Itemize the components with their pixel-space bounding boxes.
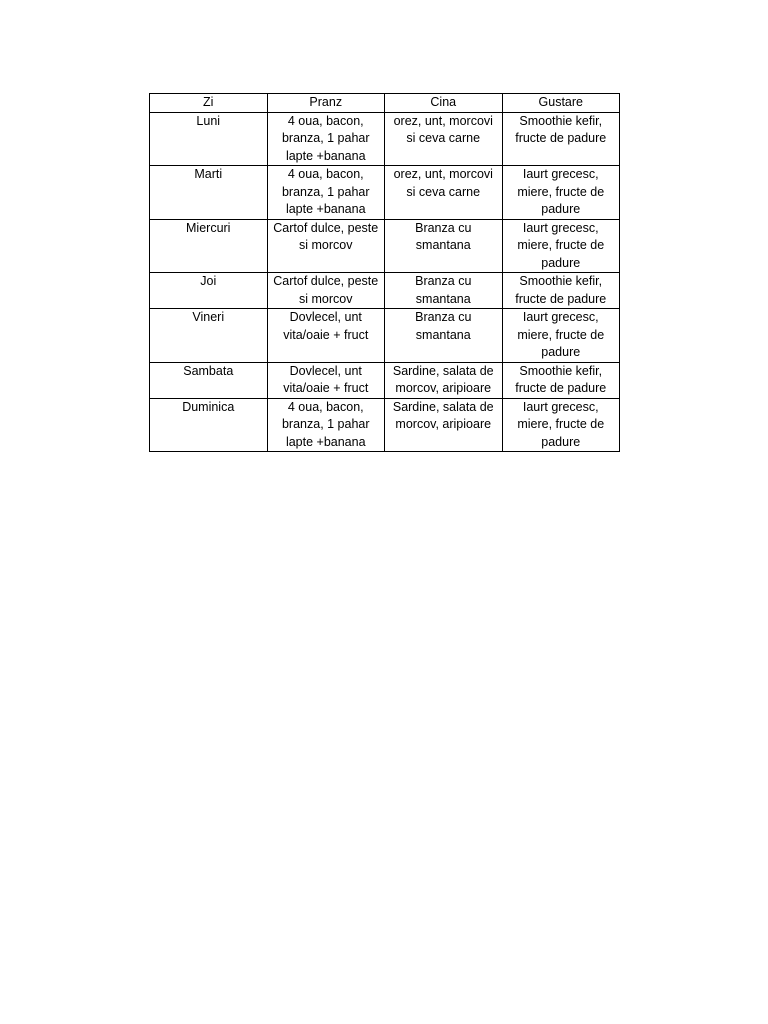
cell-cina: Sardine, salata de morcov, aripioare <box>385 362 503 398</box>
cell-gustare: Smoothie kefir, fructe de padure <box>502 362 620 398</box>
cell-cina: Branza cu smantana <box>385 273 503 309</box>
table-body <box>150 112 620 452</box>
cell-zi: Miercuri <box>150 219 268 273</box>
table-row <box>150 112 620 166</box>
cell-gustare: Smoothie kefir, fructe de padure <box>502 112 620 166</box>
cell-cina: Branza cu smantana <box>385 219 503 273</box>
cell-gustare: Iaurt grecesc, miere, fructe de padure <box>502 309 620 363</box>
cell-pranz: 4 oua, bacon, branza, 1 pahar lapte +banana <box>267 112 385 166</box>
cell-zi: Marti <box>150 166 268 220</box>
cell-cina: Sardine, salata de morcov, aripioare <box>385 398 503 452</box>
cell-zi: Luni <box>150 112 268 166</box>
cell-gustare: Iaurt grecesc, miere, fructe de padure <box>502 398 620 452</box>
cell-pranz: Dovlecel, unt vita/oaie + fruct <box>267 309 385 363</box>
cell-pranz: Cartof dulce, peste si morcov <box>267 273 385 309</box>
header-cina: Cina <box>385 94 503 113</box>
table-row <box>150 166 620 220</box>
cell-gustare: Iaurt grecesc, miere, fructe de padure <box>502 219 620 273</box>
header-pranz: Pranz <box>267 94 385 113</box>
table-row <box>150 273 620 309</box>
cell-zi: Sambata <box>150 362 268 398</box>
cell-cina: Branza cu smantana <box>385 309 503 363</box>
cell-pranz: 4 oua, bacon, branza, 1 pahar lapte +banana <box>267 398 385 452</box>
table-row <box>150 398 620 452</box>
table-header <box>150 94 620 113</box>
table-row <box>150 309 620 363</box>
header-row <box>150 94 620 113</box>
table-row <box>150 219 620 273</box>
cell-gustare: Smoothie kefir, fructe de padure <box>502 273 620 309</box>
cell-zi: Duminica <box>150 398 268 452</box>
cell-pranz: Cartof dulce, peste si morcov <box>267 219 385 273</box>
cell-zi: Joi <box>150 273 268 309</box>
cell-cina: orez, unt, morcovi si ceva carne <box>385 112 503 166</box>
cell-pranz: Dovlecel, unt vita/oaie + fruct <box>267 362 385 398</box>
cell-zi: Vineri <box>150 309 268 363</box>
meal-plan-table <box>149 93 620 452</box>
cell-gustare: Iaurt grecesc, miere, fructe de padure <box>502 166 620 220</box>
cell-cina: orez, unt, morcovi si ceva carne <box>385 166 503 220</box>
cell-pranz: 4 oua, bacon, branza, 1 pahar lapte +banana <box>267 166 385 220</box>
header-gustare: Gustare <box>502 94 620 113</box>
header-zi: Zi <box>150 94 268 113</box>
table-row <box>150 362 620 398</box>
